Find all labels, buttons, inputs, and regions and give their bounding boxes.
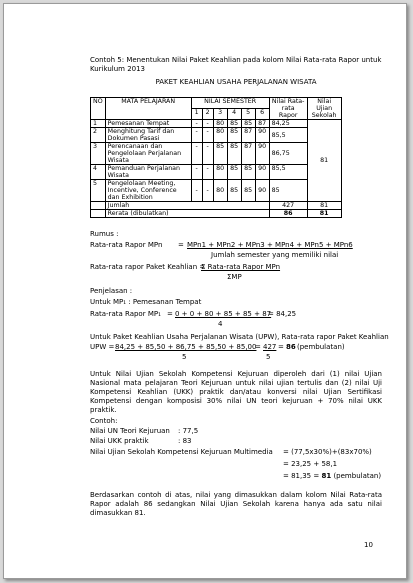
row-value: 80	[213, 165, 227, 180]
row-no: 1	[91, 120, 106, 128]
header-sem: 3	[213, 109, 227, 120]
row-name: Pemesanan Tempat	[105, 120, 191, 128]
row-avg: 84,25	[269, 120, 307, 128]
row-value: 87	[241, 128, 255, 143]
header-ujian: Nilai Ujian Sekolah	[307, 98, 341, 120]
un-label: Nilai UN Teori Kejuruan	[90, 427, 170, 435]
row-value: 80	[213, 128, 227, 143]
ukk-value: : 83	[178, 437, 192, 445]
header-no: NO	[91, 98, 106, 120]
header-sem: 2	[202, 109, 213, 120]
formula3-result: = 84,25	[268, 310, 297, 318]
row-value: 80	[213, 180, 227, 202]
closing-paragraph: Berdasarkan contoh di atas, nilai yang dimasukkan dalam kolom Nilai Rata-rata Rapor adalah 86 sedangkan Nilai Ujian Sekolah karena hanya ada satu nilai dimasukkan 81.	[90, 491, 382, 517]
formula1-lhs: Rata-rata Rapor MPn	[90, 241, 163, 249]
formula3-eq: =	[167, 310, 173, 318]
table-row	[91, 180, 342, 202]
row-value: 85	[227, 128, 241, 143]
row-value: -	[202, 180, 213, 202]
multimedia-calc-3-prefix: = 81,35 =	[283, 472, 320, 480]
formula3-lhs: Rata-rata Rapor MP₁	[90, 310, 161, 318]
formula3-numerator: 0 + 0 + 80 + 85 + 85 + 87	[175, 310, 272, 318]
row-avg: 85	[269, 180, 307, 202]
upw-rounding: (pembulatan)	[297, 343, 345, 351]
row-value: 87	[255, 120, 269, 128]
row-value: -	[202, 120, 213, 128]
explanation-paragraph: Untuk Nilai Ujian Sekolah Kompetensi Kejuruan diperoleh dari (1) nilai Ujian Nasional mata pelajaran Teori Kejuruan untuk nilai ujian tertulis dan (2) nilai Uji Kompetensi Keahlian (UKK) praktik dan/atau konversi nilai Ujian Sertifikasi Kompetensi dengan komposisi 30% nilai UN teori kejuruan + 70% nilai UKK praktik.	[90, 370, 382, 414]
header-rata: Nilai Rata-rata Rapor	[269, 98, 307, 120]
row-name: Perencanaan dan Pengelolaan Perjalanan Wisata	[105, 143, 191, 165]
table-row-rerata	[91, 210, 342, 218]
multimedia-final: 81	[321, 472, 332, 480]
penjelasan-line1: Untuk MP₁ : Pemesanan Tempat	[90, 298, 202, 306]
row-value: -	[191, 128, 202, 143]
row-value: 85	[227, 120, 241, 128]
row-value: 85	[227, 165, 241, 180]
upw-sum: 427	[263, 343, 277, 351]
formula1-numerator: MPn1 + MPn2 + MPn3 + MPn4 + MPn5 + MPn6	[187, 241, 353, 249]
table-title: PAKET KEAHLIAN USAHA PERJALANAN WISATA	[155, 78, 317, 86]
row-value: 87	[241, 143, 255, 165]
row-name: Pemanduan Perjalanan Wisata	[105, 165, 191, 180]
table-row	[91, 128, 342, 143]
multimedia-calc-3	[283, 472, 381, 481]
document-page	[3, 3, 407, 579]
row-avg: 85,5	[269, 128, 307, 143]
upw-eq2: =	[278, 343, 284, 351]
row-no: 2	[91, 128, 106, 143]
multimedia-rounding: (pembulatan)	[333, 472, 382, 480]
table-header-row	[91, 98, 342, 109]
row-no: 3	[91, 143, 106, 165]
table-row	[91, 120, 342, 128]
multimedia-label: Nilai Ujian Sekolah Kompetensi Kejuruan Multimedia	[90, 448, 273, 456]
row-value: -	[191, 165, 202, 180]
row-value: 80	[213, 120, 227, 128]
multimedia-calc-1: = (77,5x30%)+(83x70%)	[283, 448, 372, 456]
row-value: -	[202, 143, 213, 165]
row-avg: 86,75	[269, 143, 307, 165]
grade-table	[90, 97, 342, 218]
rerata-ujian: 81	[307, 210, 341, 218]
row-name: Pengelolaan Meeting, Incentive, Conference dan Exhibition	[105, 180, 191, 202]
ukk-label: Nilai UKK praktik	[90, 437, 149, 445]
row-value: 85	[241, 120, 255, 128]
table-row-jumlah	[91, 202, 342, 210]
row-value: 90	[255, 128, 269, 143]
formula2-numerator: Σ Rata-rata Rapor MPn	[201, 263, 281, 271]
table-row	[91, 143, 342, 165]
row-value: -	[191, 180, 202, 202]
table-row	[91, 165, 342, 180]
contoh-label: Contoh:	[90, 417, 118, 425]
penjelasan-label: Penjelasan :	[90, 287, 133, 295]
multimedia-calc-2: = 23,25 + 58,1	[283, 460, 338, 468]
jumlah-ujian: 81	[307, 202, 341, 210]
rerata-avg: 86	[269, 210, 307, 218]
upw-sentence: Untuk Paket Keahlian Usaha Perjalanan Wisata (UPW), Rata-rata rapor Paket Keahlian	[90, 333, 389, 341]
header-sem: 6	[255, 109, 269, 120]
header-sem: 1	[191, 109, 202, 120]
header-sem: 5	[241, 109, 255, 120]
page-number: 10	[364, 541, 373, 549]
row-value: -	[202, 128, 213, 143]
formula2-lhs: Rata-rata rapor Paket Keahlian =	[90, 263, 206, 271]
header-semester: NILAI SEMESTER	[191, 98, 269, 109]
row-avg: 85,5	[269, 165, 307, 180]
rerata-label: Rerata (dibulatkan)	[105, 210, 269, 218]
formula2-denominator: ΣMP	[227, 273, 242, 281]
row-value: 90	[255, 143, 269, 165]
row-value: 85	[241, 180, 255, 202]
un-value: : 77,5	[178, 427, 199, 435]
row-no: 5	[91, 180, 106, 202]
upw-numerator: 84,25 + 85,50 + 86,75 + 85,50 + 85,00	[115, 343, 257, 351]
upw-eq1: =	[255, 343, 261, 351]
row-value: -	[191, 120, 202, 128]
upw-result: 86	[286, 343, 296, 351]
formula1-eq: =	[178, 241, 184, 249]
row-value: 90	[255, 165, 269, 180]
rumus-label: Rumus :	[90, 230, 119, 238]
jumlah-label: Jumlah	[105, 202, 269, 210]
row-name: Menghitung Tarif dan Dokumen Pasasi	[105, 128, 191, 143]
row-value: 85	[227, 143, 241, 165]
row-no: 4	[91, 165, 106, 180]
upw-denominator-2: 5	[266, 353, 271, 361]
upw-lhs: UPW =	[90, 343, 115, 351]
ujian-value: 81	[307, 120, 341, 202]
formula1-denominator: Jumlah semester yang memiliki nilai	[211, 251, 339, 259]
header-mapel: MATA PELAJARAN	[105, 98, 191, 120]
row-value: 85	[227, 180, 241, 202]
row-value: -	[191, 143, 202, 165]
jumlah-avg: 427	[269, 202, 307, 210]
intro-text: Contoh 5: Menentukan Nilai Paket Keahlian pada kolom Nilai Rata-rata Rapor untuk Kurikulum 2013	[90, 56, 382, 73]
row-value: -	[202, 165, 213, 180]
upw-denominator: 5	[182, 353, 187, 361]
formula3-denominator: 4	[218, 320, 223, 328]
row-value: 90	[255, 180, 269, 202]
row-value: 85	[213, 143, 227, 165]
row-value: 85	[241, 165, 255, 180]
header-sem: 4	[227, 109, 241, 120]
